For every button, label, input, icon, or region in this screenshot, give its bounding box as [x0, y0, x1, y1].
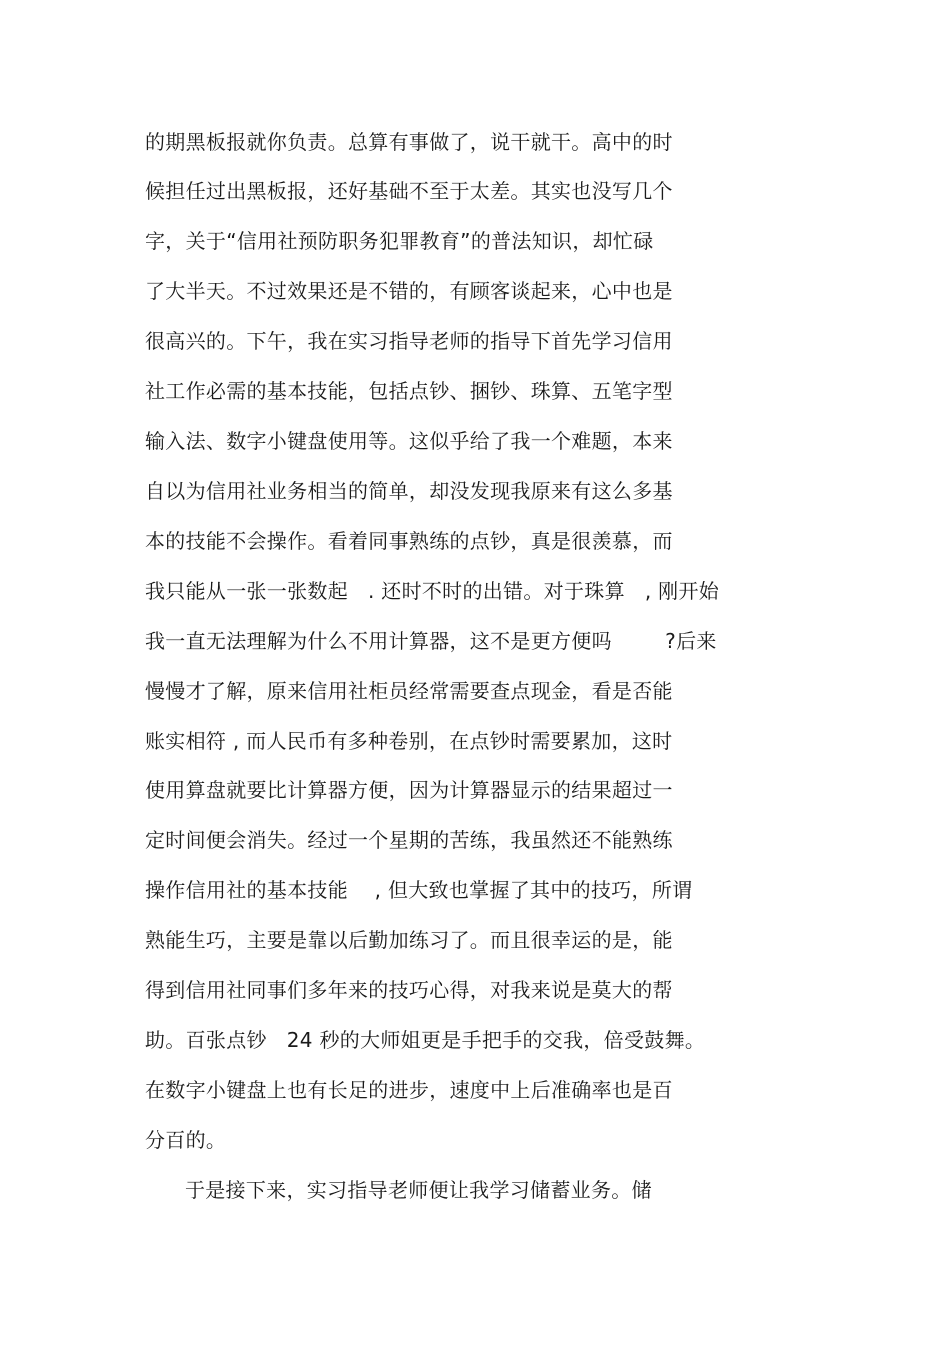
text-line: 的期黑板报就你负责。总算有事做了，说干就干。高中的时	[145, 130, 673, 154]
text-line: 分百的。	[145, 1128, 227, 1152]
text-line: 操作信用社的基本技能 , 但大致也掌握了其中的技巧，所谓	[145, 878, 693, 902]
text-line: 我一直无法理解为什么不用计算器，这不是更方便吗 ?后来	[145, 629, 717, 653]
text-line: 在数字小键盘上也有长足的进步，速度中上后准确率也是百	[145, 1078, 673, 1102]
text-line: 社工作必需的基本技能，包括点钞、捆钞、珠算、五笔字型	[145, 379, 673, 403]
text-line: 熟能生巧，主要是靠以后勤加练习了。而且很幸运的是，能	[145, 928, 673, 952]
text-line: 于是接下来，实习指导老师便让我学习储蓄业务。储	[145, 1178, 652, 1202]
text-line: 很高兴的。下午，我在实习指导老师的指导下首先学习信用	[145, 329, 673, 353]
text-line: 慢慢才了解，原来信用社柜员经常需要查点现金，看是否能	[145, 679, 673, 703]
text-line: 候担任过出黑板报，还好基础不至于太差。其实也没写几个	[145, 179, 673, 203]
text-line: 了大半天。不过效果还是不错的，有顾客谈起来，心中也是	[145, 279, 673, 303]
text-line: 我只能从一张一张数起 . 还时不时的出错。对于珠算 , 刚开始	[145, 579, 720, 603]
text-line: 本的技能不会操作。看着同事熟练的点钞，真是很羡慕，而	[145, 529, 673, 553]
text-line: 自以为信用社业务相当的简单，却没发现我原来有这么多基	[145, 479, 673, 503]
text-line: 账实相符 , 而人民币有多种卷别，在点钞时需要累加，这时	[145, 729, 673, 753]
text-line: 输入法、数字小键盘使用等。这似乎给了我一个难题，本来	[145, 429, 673, 453]
text-line: 定时间便会消失。经过一个星期的苦练，我虽然还不能熟练	[145, 828, 673, 852]
text-line: 字，关于“信用社预防职务犯罪教育”的普法知识，却忙碌	[145, 229, 654, 253]
text-line: 使用算盘就要比计算器方便，因为计算器显示的结果超过一	[145, 778, 673, 802]
text-line: 得到信用社同事们多年来的技巧心得，对我来说是莫大的帮	[145, 978, 673, 1002]
text-line: 助。百张点钞 24 秒的大师姐更是手把手的交我，倍受鼓舞。	[145, 1028, 706, 1052]
